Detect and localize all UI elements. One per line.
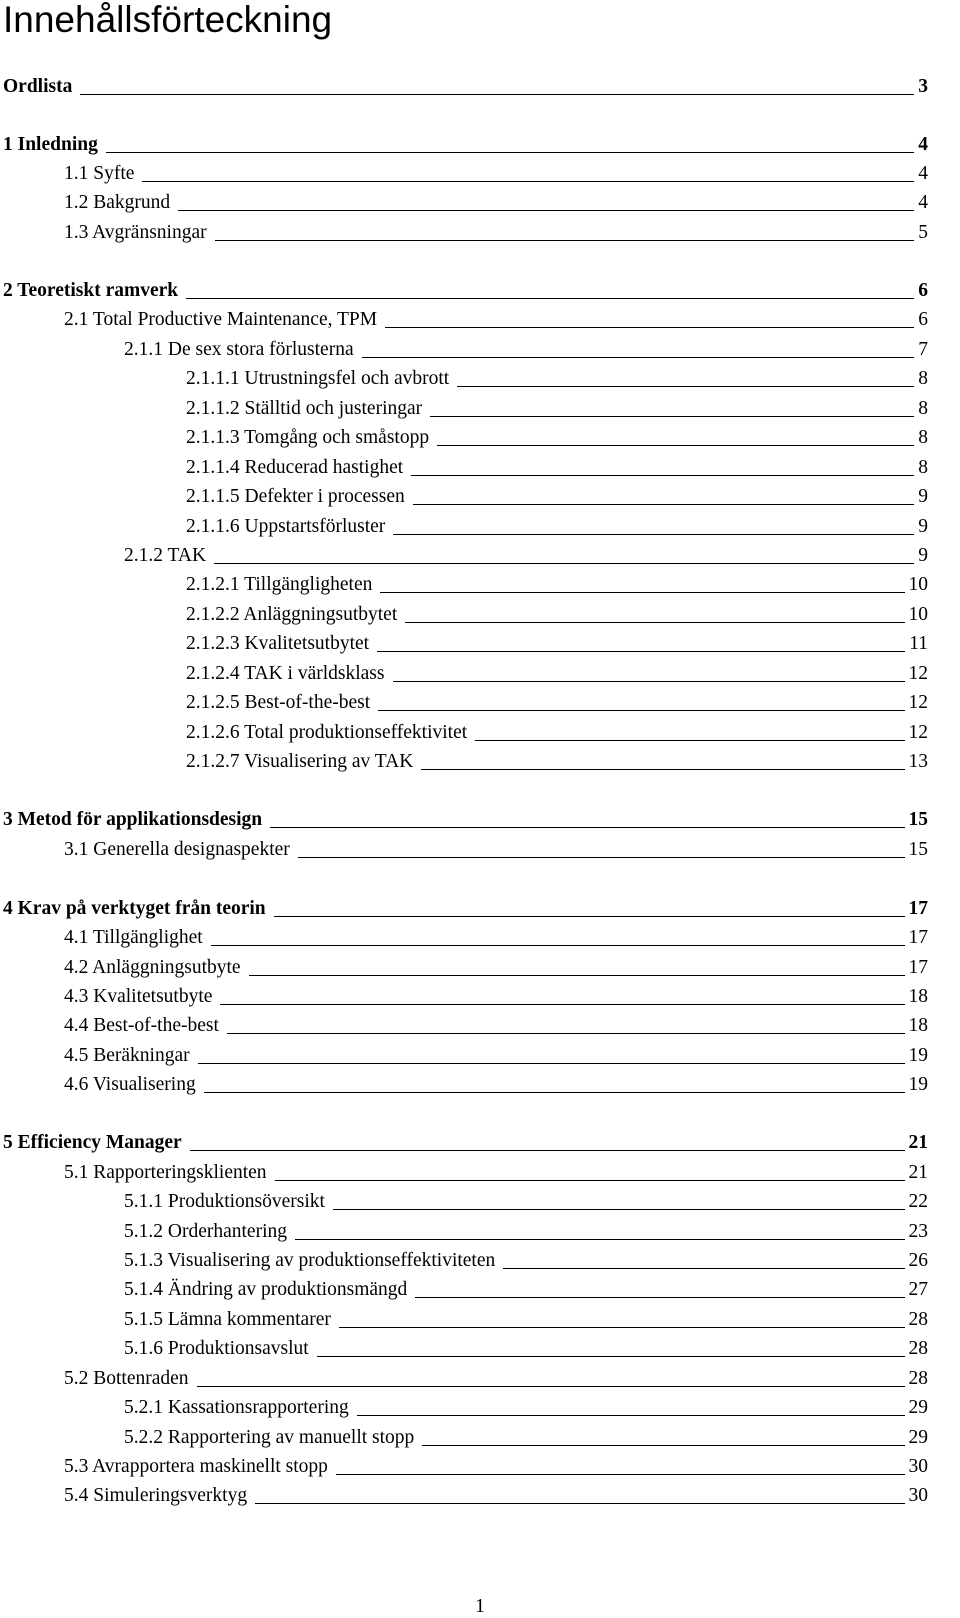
toc-entry-page: 5: [918, 222, 928, 243]
toc-entry-page: 8: [918, 427, 928, 448]
toc-entry-title: 2.1 Total Productive Maintenance, TPM: [64, 309, 378, 330]
toc-leader-line: [385, 326, 914, 328]
toc-leader-line: [190, 1149, 905, 1151]
toc-entry[interactable]: [124, 1278, 928, 1302]
toc-entry-title: 2.1.2.6 Total produktionseffektivitet: [186, 722, 468, 743]
toc-entry-title: 2.1.2.1 Tillgängligheten: [186, 574, 373, 595]
toc-entry[interactable]: [64, 956, 928, 980]
toc-entry[interactable]: [124, 338, 928, 362]
toc-leader-line: [393, 680, 905, 682]
toc-entry-page: 28: [908, 1309, 928, 1330]
toc-entry-title: 5.2.2 Rapportering av manuellt stopp: [124, 1427, 415, 1448]
toc-entry[interactable]: [64, 1367, 928, 1391]
toc-leader-line: [362, 356, 915, 358]
toc-entry-page: 6: [918, 309, 928, 330]
toc-entry-title: 4.4 Best-of-the-best: [64, 1015, 219, 1036]
toc-entry-page: 8: [918, 457, 928, 478]
toc-leader-line: [457, 385, 914, 387]
toc-leader-line: [204, 1091, 905, 1093]
toc-leader-line: [421, 768, 904, 770]
toc-entry[interactable]: [186, 632, 928, 656]
toc-entry[interactable]: [124, 1396, 928, 1420]
toc-entry[interactable]: [3, 897, 928, 921]
toc-entry-title: 2.1.1 De sex stora förlusterna: [124, 339, 354, 360]
toc-entry-title: 2.1.2.3 Kvalitetsutbytet: [186, 633, 370, 654]
toc-entry-title: 1.3 Avgränsningar: [64, 222, 207, 243]
page-title: Innehållsförteckning: [3, 0, 333, 40]
toc-entry[interactable]: [3, 808, 928, 832]
page-number: 1: [475, 1595, 485, 1617]
toc-entry-page: 17: [908, 957, 928, 978]
toc-entry-title: 4.2 Anläggningsutbyte: [64, 957, 241, 978]
toc-entry-title: 5.4 Simuleringsverktyg: [64, 1485, 248, 1506]
toc-leader-line: [270, 826, 904, 828]
toc-entry-page: 12: [908, 663, 928, 684]
toc-entry-title: 3 Metod för applikationsdesign: [3, 809, 263, 830]
toc-leader-line: [178, 209, 914, 211]
toc-entry[interactable]: [3, 133, 928, 157]
toc-entry-page: 23: [908, 1221, 928, 1242]
toc-entry-page: 29: [908, 1397, 928, 1418]
toc-leader-line: [405, 621, 904, 623]
toc-leader-line: [274, 915, 905, 917]
toc-entry-page: 8: [918, 368, 928, 389]
toc-leader-line: [333, 1208, 905, 1210]
toc-entry-title: 3.1 Generella designaspekter: [64, 839, 290, 860]
toc-entry-page: 13: [908, 751, 928, 772]
toc-entry-page: 12: [908, 722, 928, 743]
toc-entry-page: 17: [908, 927, 928, 948]
toc-entry[interactable]: [186, 367, 928, 391]
toc-leader-line: [275, 1179, 905, 1181]
toc-leader-line: [106, 151, 914, 153]
toc-entry-page: 4: [918, 163, 928, 184]
toc-leader-line: [437, 444, 914, 446]
toc-leader-line: [411, 474, 914, 476]
toc-leader-line: [503, 1267, 904, 1269]
toc-leader-line: [413, 503, 914, 505]
toc-leader-line: [377, 650, 905, 652]
toc-entry-page: 19: [908, 1074, 928, 1095]
toc-entry-title: 2.1.1.1 Utrustningsfel och avbrott: [186, 368, 450, 389]
toc-entry-page: 15: [908, 809, 928, 830]
toc-entry-page: 29: [908, 1427, 928, 1448]
toc-entry-title: 2.1.1.2 Ställtid och justeringar: [186, 398, 423, 419]
toc-entry-page: 18: [908, 986, 928, 1007]
toc-entry[interactable]: [64, 838, 928, 862]
toc-entry-title: 5.2 Bottenraden: [64, 1368, 189, 1389]
toc-entry[interactable]: [64, 1455, 928, 1479]
toc-entry-page: 8: [918, 398, 928, 419]
toc-leader-line: [298, 856, 905, 858]
toc-entry[interactable]: [124, 1426, 928, 1450]
toc-entry[interactable]: [64, 1073, 928, 1097]
toc-entry[interactable]: [186, 485, 928, 509]
toc-leader-line: [214, 562, 914, 564]
toc-entry-title: 5 Efficiency Manager: [3, 1132, 182, 1153]
toc-leader-line: [249, 974, 905, 976]
toc-entry[interactable]: [186, 603, 928, 627]
toc-entry-title: 5.1.3 Visualisering av produktionseffektiviteten: [124, 1250, 496, 1271]
toc-entry-title: 5.1.1 Produktionsöversikt: [124, 1191, 325, 1212]
toc-entry[interactable]: [64, 1484, 928, 1508]
toc-entry-title: 2.1.2.2 Anläggningsutbytet: [186, 604, 398, 625]
toc-entry-title: 5.1.5 Lämna kommentarer: [124, 1309, 331, 1330]
toc-entry[interactable]: [124, 1220, 928, 1244]
toc-leader-line: [220, 1003, 904, 1005]
toc-leader-line: [430, 415, 914, 417]
toc-entry[interactable]: [64, 1161, 928, 1185]
toc-leader-line: [393, 533, 914, 535]
toc-entry[interactable]: [3, 1131, 928, 1155]
toc-entry-page: 9: [918, 516, 928, 537]
toc-leader-line: [317, 1355, 905, 1357]
toc-entry[interactable]: [186, 397, 928, 421]
toc-entry[interactable]: [64, 985, 928, 1009]
toc-entry-title: Ordlista: [3, 76, 73, 97]
toc-entry-page: 10: [908, 604, 928, 625]
toc-leader-line: [357, 1414, 905, 1416]
toc-leader-line: [142, 180, 914, 182]
toc-entry[interactable]: [186, 515, 928, 539]
toc-entry-title: 2.1.2.4 TAK i världsklass: [186, 663, 385, 684]
toc-entry-title: 2.1.1.5 Defekter i processen: [186, 486, 405, 507]
toc-entry-page: 21: [908, 1132, 928, 1153]
toc-entry-page: 22: [908, 1191, 928, 1212]
toc-entry-page: 17: [908, 898, 928, 919]
toc-leader-line: [295, 1238, 905, 1240]
toc-entry[interactable]: [64, 162, 928, 186]
toc-entry-title: 2.1.2 TAK: [124, 545, 207, 566]
toc-entry[interactable]: [64, 221, 928, 245]
toc-entry-page: 19: [908, 1045, 928, 1066]
toc-leader-line: [336, 1473, 905, 1475]
toc-entry-title: 1.2 Bakgrund: [64, 192, 171, 213]
toc-entry-page: 27: [908, 1279, 928, 1300]
toc-entry-title: 5.2.1 Kassationsrapportering: [124, 1397, 349, 1418]
toc-entry[interactable]: [186, 573, 928, 597]
toc-entry-title: 2 Teoretiskt ramverk: [3, 280, 179, 301]
toc-entry-title: 1 Inledning: [3, 134, 98, 155]
toc-entry-title: 5.1.6 Produktionsavslut: [124, 1338, 309, 1359]
toc-entry-page: 18: [908, 1015, 928, 1036]
toc-entry[interactable]: [64, 926, 928, 950]
toc-leader-line: [80, 93, 914, 95]
toc-entry-page: 9: [918, 545, 928, 566]
toc-entry[interactable]: [64, 1044, 928, 1068]
toc-leader-line: [255, 1502, 904, 1504]
toc-leader-line: [197, 1385, 905, 1387]
toc-entry-title: 5.1.2 Orderhantering: [124, 1221, 287, 1242]
toc-leader-line: [198, 1062, 905, 1064]
toc-entry-title: 4.5 Beräkningar: [64, 1045, 190, 1066]
toc-entry[interactable]: [124, 1308, 928, 1332]
toc-entry-page: 28: [908, 1338, 928, 1359]
toc-entry-page: 4: [918, 134, 928, 155]
toc-entry-page: 30: [908, 1456, 928, 1477]
toc-entry-title: 2.1.1.4 Reducerad hastighet: [186, 457, 404, 478]
toc-entry-page: 10: [908, 574, 928, 595]
toc-entry[interactable]: [3, 75, 928, 99]
toc-entry[interactable]: [186, 426, 928, 450]
toc-entry[interactable]: [186, 691, 928, 715]
toc-leader-line: [211, 944, 905, 946]
toc-entry-page: 4: [918, 192, 928, 213]
toc-leader-line: [378, 709, 904, 711]
toc-entry-page: 11: [909, 633, 928, 654]
toc-leader-line: [186, 297, 914, 299]
toc-entry[interactable]: [64, 308, 928, 332]
toc-entry[interactable]: [64, 191, 928, 215]
toc-entry[interactable]: [124, 1337, 928, 1361]
toc-entry[interactable]: [124, 1190, 928, 1214]
toc-entry[interactable]: [186, 456, 928, 480]
toc-entry[interactable]: [64, 1014, 928, 1038]
toc-entry-page: 7: [918, 339, 928, 360]
toc-leader-line: [475, 739, 904, 741]
toc-entry-page: 6: [918, 280, 928, 301]
toc-entry-page: 21: [908, 1162, 928, 1183]
toc-entry-title: 5.1 Rapporteringsklienten: [64, 1162, 267, 1183]
toc-entry-title: 5.3 Avrapportera maskinellt stopp: [64, 1456, 328, 1477]
toc-entry-page: 15: [908, 839, 928, 860]
toc-entry-title: 4.3 Kvalitetsutbyte: [64, 986, 213, 1007]
toc-entry[interactable]: [124, 1249, 928, 1273]
toc-entry-page: 12: [908, 692, 928, 713]
toc-leader-line: [380, 591, 904, 593]
toc-entry[interactable]: [186, 750, 928, 774]
toc-entry-title: 2.1.2.5 Best-of-the-best: [186, 692, 371, 713]
toc-entry-page: 28: [908, 1368, 928, 1389]
toc-entry-page: 9: [918, 486, 928, 507]
toc-leader-line: [422, 1444, 904, 1446]
toc-entry-title: 4.1 Tillgänglighet: [64, 927, 203, 948]
toc-entry[interactable]: [186, 662, 928, 686]
toc-entry-title: 2.1.2.7 Visualisering av TAK: [186, 751, 414, 772]
toc-leader-line: [339, 1326, 905, 1328]
toc-leader-line: [415, 1296, 904, 1298]
toc-entry-title: 5.1.4 Ändring av produktionsmängd: [124, 1279, 408, 1300]
toc-leader-line: [227, 1032, 905, 1034]
toc-entry-title: 2.1.1.6 Uppstartsförluster: [186, 516, 386, 537]
toc-entry[interactable]: [124, 544, 928, 568]
toc-leader-line: [215, 239, 915, 241]
toc-entry-page: 30: [908, 1485, 928, 1506]
toc-entry-title: 4.6 Visualisering: [64, 1074, 196, 1095]
toc-entry[interactable]: [3, 279, 928, 303]
toc-entry[interactable]: [186, 721, 928, 745]
toc-entry-page: 26: [908, 1250, 928, 1271]
toc-entry-title: 4 Krav på verktyget från teorin: [3, 898, 266, 919]
toc-entry-title: 2.1.1.3 Tomgång och småstopp: [186, 427, 430, 448]
toc-entry-title: 1.1 Syfte: [64, 163, 135, 184]
toc-entry-page: 3: [918, 76, 928, 97]
